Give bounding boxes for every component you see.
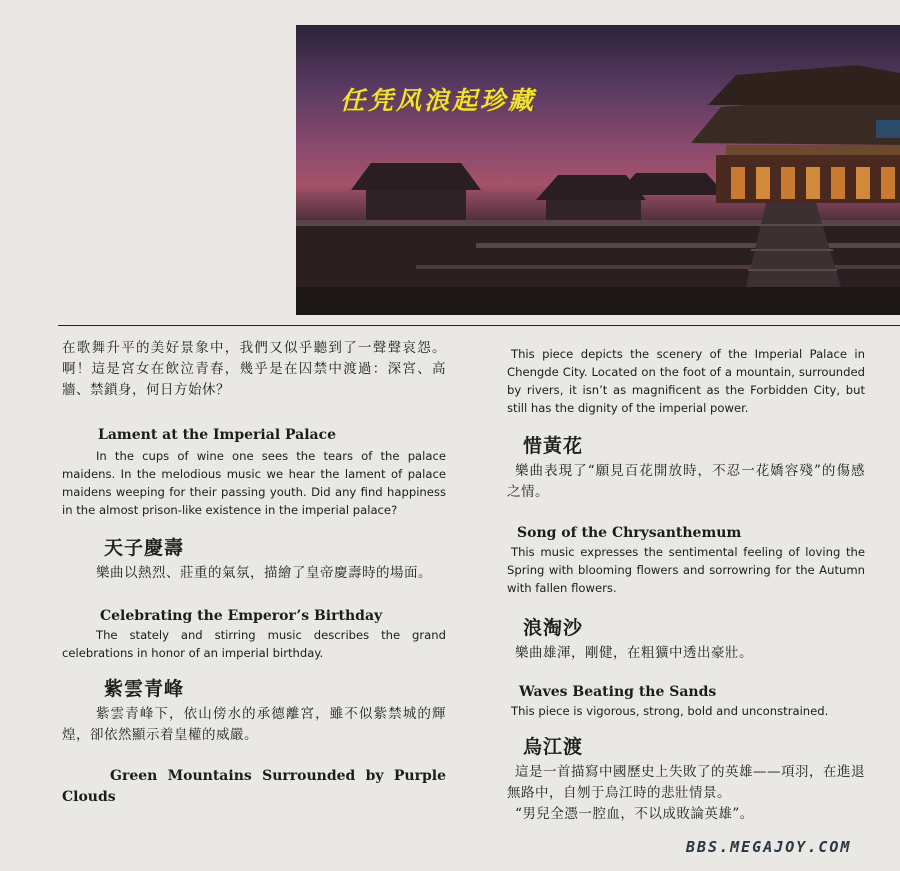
birthday-title: Celebrating the Emperor’s Birthday <box>100 608 383 624</box>
palace-illustration <box>296 25 900 315</box>
wujiang-title-chinese: 烏江渡 <box>523 736 584 758</box>
mountains-body: This piece depicts the scenery of the Imperial Palace in Chengde City. Located on the foot of a mountain, surrounded by rivers, it isn’t as magnificent as the Forbidden City, but still has the dignity of the imperial power. <box>507 347 865 415</box>
site-watermark: BBS.MEGAJOY.COM <box>686 838 852 856</box>
birthday-title-chinese: 天子慶壽 <box>104 537 185 559</box>
sands-title: Waves Beating the Sands <box>519 684 717 700</box>
chrysanthemum-body: This music expresses the sentimental feeling of loving the Spring with blooming flowers and sorrowring for the Autumn with fallen flowers. <box>507 545 865 595</box>
lament-body: In the cups of wine one sees the tears of the palace maidens. In the melodious music we hear the lament of palace maidens weeping for their passing youth. Did any find happiness in the almost prison-like existence in the imperial palace? <box>62 449 446 517</box>
intro-chinese: 在歌舞升平的美好景象中，我們又似乎聽到了一聲聲哀怨。啊！這是宮女在飲泣青春，幾乎是在囚禁中渡過：深宮、高牆、禁鎖身，何日方始休？ <box>62 340 446 398</box>
right-column <box>507 345 865 825</box>
wujiang-body-chinese: 這是一首描寫中國歷史上失敗了的英雄——項羽，在進退無路中，自刎于烏江時的悲壯情景。 <box>507 764 865 801</box>
left-column <box>62 338 446 808</box>
palace-photo <box>296 25 900 315</box>
wujiang-quote-chinese: “男兒全憑一腔血，不以成敗論英雄”。 <box>515 806 754 822</box>
mountains-title-chinese: 紫雲青峰 <box>104 678 185 700</box>
mountains-title: Green Mountains Surrounded by Purple Clouds <box>62 768 446 805</box>
birthday-body: The stately and stirring music describes the grand celebrations in honor of an imperial birthday. <box>62 628 446 660</box>
lament-title: Lament at the Imperial Palace <box>98 427 337 443</box>
mountains-body-chinese: 紫雲青峰下，依山傍水的承德離宮，雖不似紫禁城的輝煌，卻依然顯示着皇權的威嚴。 <box>62 706 446 743</box>
chrysanthemum-title: Song of the Chrysanthemum <box>517 525 742 541</box>
sands-title-chinese: 浪淘沙 <box>523 617 584 639</box>
horizontal-rule <box>58 325 900 326</box>
chrysanthemum-body-chinese: 樂曲表現了“願見百花開放時，不忍一花嬌容殘”的傷感之情。 <box>507 463 865 500</box>
photo-watermark: 任凭风浪起珍藏 <box>340 86 537 115</box>
chrysanthemum-title-chinese: 惜黃花 <box>523 435 584 457</box>
sands-body-chinese: 樂曲雄渾，剛健，在粗獷中透出豪壯。 <box>515 645 753 661</box>
birthday-body-chinese: 樂曲以熱烈、莊重的氣氛，描繪了皇帝慶壽時的場面。 <box>96 565 432 581</box>
sands-body: This piece is vigorous, strong, bold and unconstrained. <box>511 704 829 718</box>
